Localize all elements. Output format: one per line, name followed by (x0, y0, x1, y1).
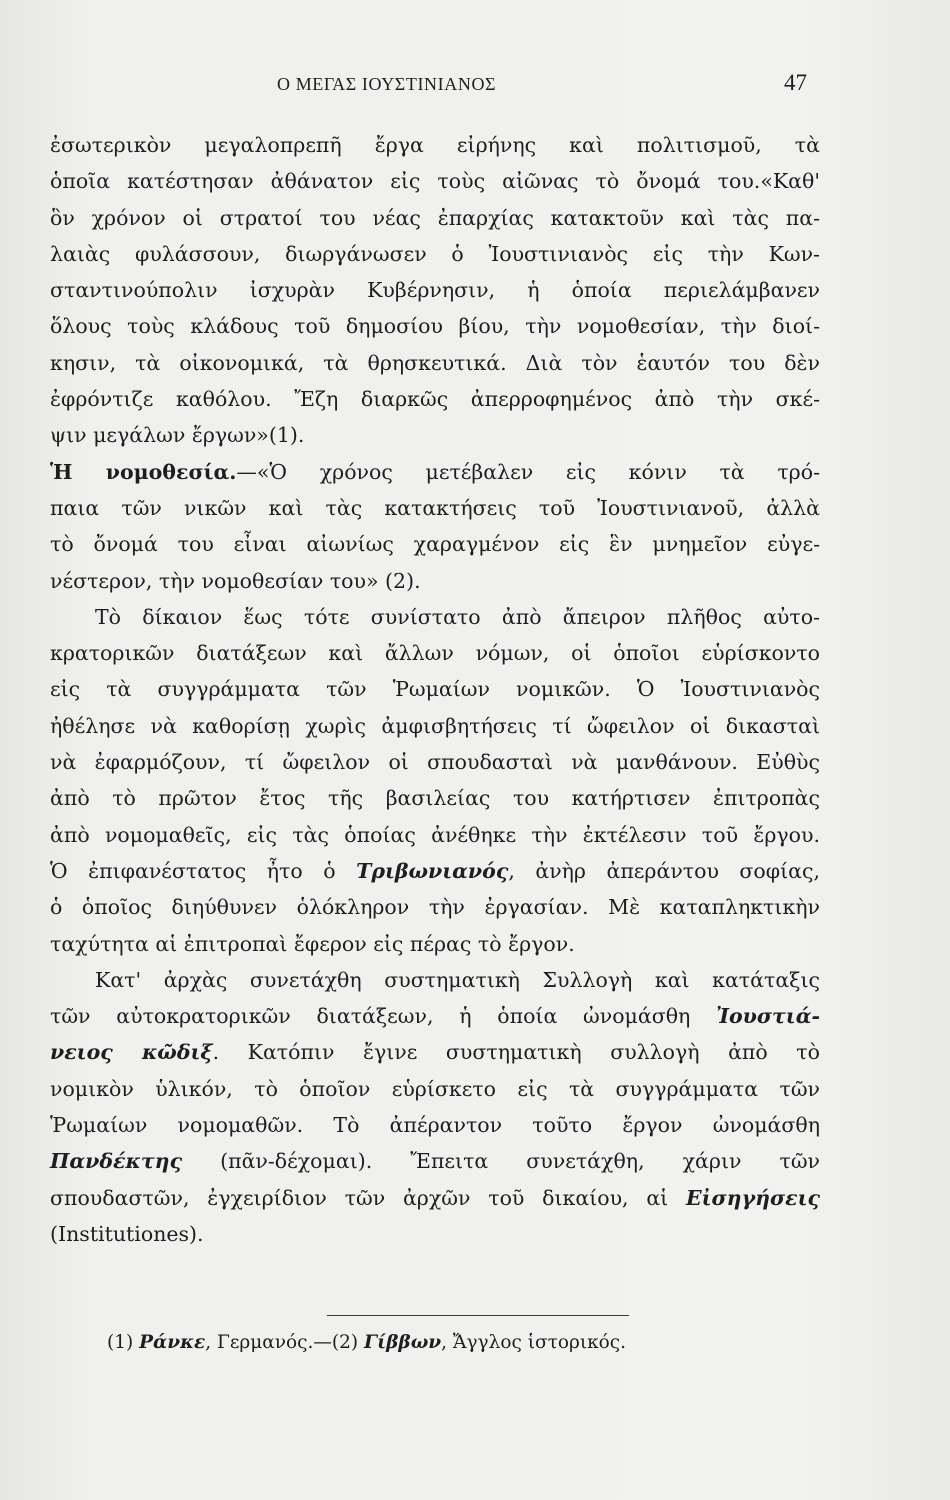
term: Ἰουστιά- (716, 1004, 820, 1029)
text-line: παια τῶν νικῶν καὶ τὰς κατακτήσεις τοῦ Ἰουστινιανοῦ, ἀλλὰ (50, 495, 820, 520)
section-heading: Ἡ νομοθεσία. (50, 459, 237, 484)
footnote-ref-2: (2). (385, 568, 421, 593)
text-line: (Institutiones). (50, 1221, 204, 1246)
footnote-rule (327, 1315, 629, 1316)
line-text: νέστερον, τὴν νομοθεσίαν του» (50, 568, 379, 593)
line-text: —«Ὁ χρόνος μετέβαλεν εἰς κόνιν τὰ τρό- (236, 459, 820, 484)
page-number: 47 (784, 70, 807, 95)
term: Πανδέκτης (50, 1149, 183, 1174)
person-name: Τριβωνιανός (356, 858, 509, 883)
footnotes (107, 1330, 827, 1356)
text-line: ὃν χρόνον οἱ στρατοί του νέας ἐπαρχίας κατακτοῦν καὶ τὰς πα- (50, 205, 820, 230)
text-line: Ῥωμαίων νομομαθῶν. Τὸ ἀπέραντον τοῦτο ἔργον ὠνομάσθη (50, 1113, 820, 1138)
text-line: εἰς τὰ συγγράμματα τῶν Ῥωμαίων νομικῶν. Ὁ Ἰουστινιανὸς (50, 677, 820, 702)
footnote-author-2: Γίββων (364, 1332, 442, 1353)
footnote-desc-1: , Γερμανός.— (205, 1332, 332, 1353)
text-line (50, 417, 820, 453)
footnote-ref-1: (1). (268, 423, 305, 448)
text-line: ὁποῖα κατέστησαν ἀθάνατον εἰς τοὺς αἰῶνας τὸ ὄνομά του.«Καθ' (50, 169, 820, 194)
line-text: ψιν μεγάλων ἔργων» (50, 423, 269, 448)
text-line: ταχύτητα αἱ ἐπιτροπαὶ ἔφερον εἰς πέρας τὸ ἔργον. (50, 931, 575, 956)
text-line: Τὸ δίκαιον ἕως τότε συνίστατο ἀπὸ ἄπειρον πλῆθος αὐτο- (95, 604, 820, 629)
body-text (50, 127, 820, 1252)
text-line (50, 1143, 820, 1179)
text-line (50, 563, 820, 599)
line-text: . Κατόπιν ἔγινε συστηματικὴ συλλογὴ ἀπὸ τὸ (212, 1040, 820, 1065)
text-line: νομικὸν ὑλικόν, τὸ ὁποῖον εὑρίσκετο εἰς τὰ συγγράμματα τῶν (50, 1076, 820, 1101)
text-line: ὅλους τοὺς κλάδους τοῦ δημοσίου βίου, τὴν νομοθεσίαν, τὴν διοί- (50, 314, 820, 339)
line-text: Ὁ ἐπιφανέστατος ἦτο ὁ (50, 858, 336, 883)
term: νειος κῶδιξ (50, 1040, 213, 1065)
text-line: κρατορικῶν διατάξεων καὶ ἄλλων νόμων, οἱ ὁποῖοι εὑρίσκοντο (50, 641, 820, 666)
section-line (50, 454, 820, 490)
line-text: , ἀνὴρ ἀπεράντου σοφίας, (508, 858, 820, 883)
term: Εἰσηγήσεις (686, 1185, 820, 1210)
text-line (50, 1034, 820, 1070)
text-line: κησιν, τὰ οἰκονομικά, τὰ θρησκευτικά. Διὰ τὸν ἑαυτόν του δὲν (50, 350, 820, 375)
text-line: ὁ ὁποῖος διηύθυνεν ὁλόκληρον τὴν ἐργασίαν. Μὲ καταπληκτικὴν (50, 895, 820, 920)
text-line: τὸ ὄνομά του εἶναι αἰωνίως χαραγμένον εἰς ἓν μνημεῖον εὐγε- (50, 532, 820, 557)
text-line: ἀπὸ νομομαθεῖς, εἰς τὰς ὁποίας ἀνέθηκε τὴν ἐκτέλεσιν τοῦ ἔργου. (50, 822, 820, 847)
page-header (0, 70, 950, 100)
line-text: σπουδαστῶν, ἐγχειρίδιον τῶν ἀρχῶν τοῦ δικαίου, αἱ (50, 1185, 669, 1210)
text-line: Κατ' ἀρχὰς συνετάχθη συστηματικὴ Συλλογὴ καὶ κατάταξις (95, 967, 820, 992)
footnote-desc-2: , Ἄγγλος ἱστορικός. (441, 1332, 627, 1353)
text-line: λαιὰς φυλάσσουν, διωργάνωσεν ὁ Ἰουστινιανὸς εἰς τὴν Κων- (50, 241, 820, 266)
text-line: ἀπὸ τὸ πρῶτον ἔτος τῆς βασιλείας του κατήρτισεν ἐπιτροπὰς (50, 786, 820, 811)
running-title: Ο ΜΕΓΑΣ ΙΟΥΣΤΙΝΙΑΝΟΣ (277, 74, 497, 94)
text-line (50, 1180, 820, 1216)
text-line: ἐφρόντιζε καθόλου. Ἔζη διαρκῶς ἀπερροφημένος ἀπὸ τὴν σκέ- (50, 387, 820, 412)
line-text: τῶν αὐτοκρατορικῶν διατάξεων, ἡ ὁποία ὠνομάσθη (50, 1004, 691, 1029)
footnote-marker-1: (1) (107, 1332, 134, 1353)
text-line: ἠθέλησε νὰ καθορίσῃ χωρὶς ἀμφισβητήσεις τί ὤφειλον οἱ δικασταὶ (50, 713, 820, 738)
text-line (50, 853, 820, 889)
text-line: νὰ ἐφαρμόζουν, τί ὤφειλον οἱ σπουδασταὶ νὰ μανθάνουν. Εὐθὺς (50, 750, 820, 775)
footnote-author-1: Ράνκε (139, 1332, 206, 1353)
text-line: ἐσωτερικὸν μεγαλοπρεπῆ ἔργα εἰρήνης καὶ πολιτισμοῦ, τὰ (50, 133, 820, 157)
text-line: σταντινούπολιν ἰσχυρὰν Κυβέρνησιν, ἡ ὁποία περιελάμβανεν (50, 278, 820, 303)
text-line (50, 998, 820, 1034)
line-text: (πᾶν-δέχομαι). Ἔπειτα συνετάχθη, χάριν τῶν (182, 1149, 820, 1174)
footnote-marker-2: (2) (331, 1332, 359, 1353)
